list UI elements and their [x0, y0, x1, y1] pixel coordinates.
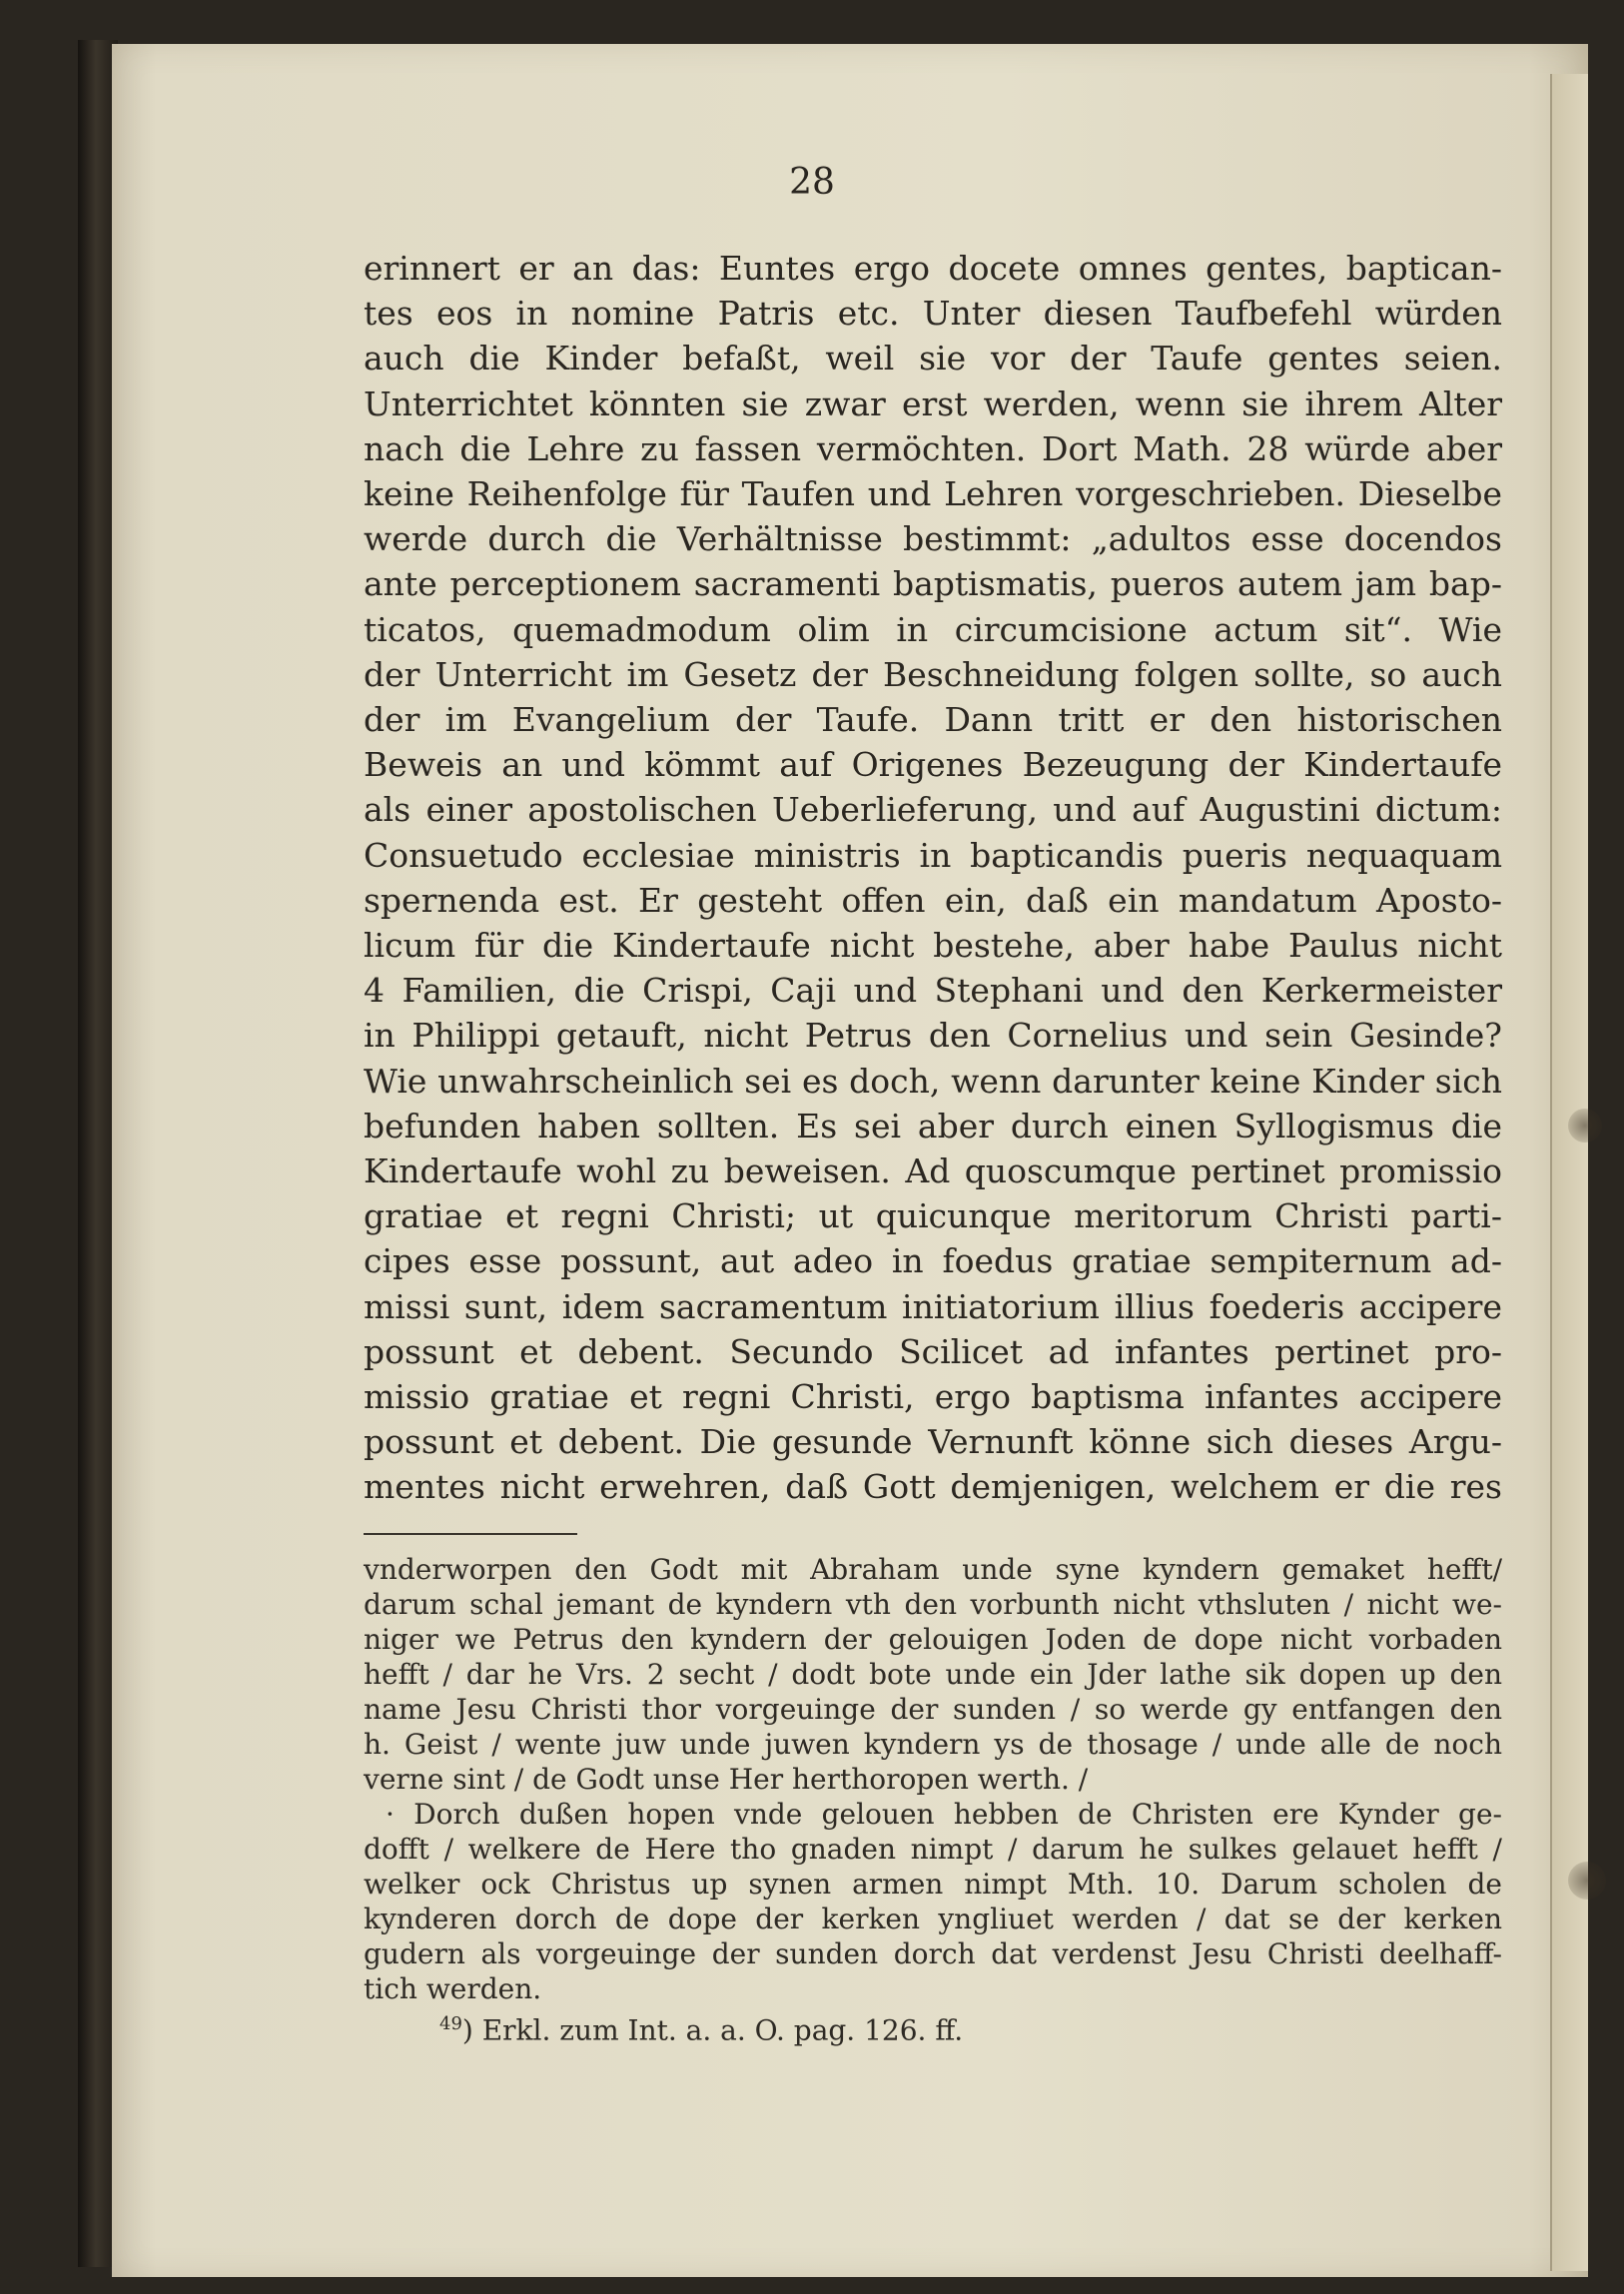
text-line: als einer apostolischen Ueberlieferung, und auf Augustini dictum: [364, 790, 1502, 830]
text-line: der im Evangelium der Taufe. Dann tritt er den historischen [364, 700, 1502, 740]
footnote-number: 49 [439, 2013, 462, 2034]
footnote-line: h. Geist / wente juw unde juwen kyndern ys de thosage / unde alle de noch [364, 1728, 1502, 1761]
text-line: licum für die Kindertaufe nicht bestehe, aber habe Paulus nicht [364, 926, 1502, 966]
page-number: 28 [789, 162, 835, 203]
text-line: der Unterricht im Gesetz der Beschneidung folgen sollte, so auch [364, 654, 1502, 694]
footnote-line: vnderworpen den Godt mit Abraham unde syne kyndern gemaket hefft/ [364, 1553, 1502, 1586]
text-line: mentes nicht erwehren, daß Gott demjenigen, welchem er die res [364, 1467, 1502, 1507]
footnote-line: verne sint / de Godt unse Her herthoropen werth. / [364, 1763, 1089, 1796]
text-line: missio gratiae et regni Christi, ergo baptisma infantes accipere [364, 1377, 1502, 1417]
ink-stain [1568, 1109, 1602, 1143]
text-line: Beweis an und kömmt auf Origenes Bezeugung der Kindertaufe [364, 745, 1502, 785]
text-line: spernenda est. Er gesteht offen ein, daß ein mandatum Aposto- [364, 880, 1502, 920]
footnote-line: niger we Petrus den kyndern der gelouigen Joden de dope nicht vorbaden [364, 1623, 1502, 1656]
footnote-line: tich werden. [364, 1972, 542, 2005]
text-line: possunt et debent. Die gesunde Vernunft könne sich dieses Argu- [364, 1422, 1502, 1462]
footnote-line: kynderen dorch de dope der kerken yngliuet werden / dat se der kerken [364, 1903, 1502, 1935]
text-line: ticatos, quemadmodum olim in circumcisione actum sit“. Wie [364, 609, 1502, 649]
text-line: Consuetudo ecclesiae ministris in bapticandis pueris nequaquam [364, 835, 1502, 875]
text-line: ante perceptionem sacramenti baptismatis, pueros autem jam bap- [364, 564, 1502, 604]
text-line: tes eos in nomine Patris etc. Unter diesen Taufbefehl würden [364, 294, 1502, 334]
footnote-reference [364, 2006, 1502, 2047]
text-line: keine Reihenfolge für Taufen und Lehren vorgeschrieben. Dieselbe [364, 474, 1502, 514]
text-line: Unterrichtet könnten sie zwar erst werden, wenn sie ihrem Alter [364, 383, 1502, 423]
text-line: erinnert er an das: Euntes ergo docete omnes gentes, baptican- [364, 249, 1502, 288]
text-line: missi sunt, idem sacramentum initiatorium illius foederis accipere [364, 1286, 1502, 1326]
footnote-reference-text: ) Erkl. zum Int. a. a. O. pag. 126. ff. [461, 2013, 964, 2047]
text-line: Wie unwahrscheinlich sei es doch, wenn darunter keine Kinder sich [364, 1061, 1502, 1101]
text-line: befunden haben sollten. Es sei aber durch einen Syllogismus die [364, 1106, 1502, 1146]
text-line: werde durch die Verhältnisse bestimmt: „adultos esse docendos [364, 519, 1502, 559]
footnote-line: hefft / dar he Vrs. 2 secht / dodt bote unde ein Jder lathe sik dopen up den [364, 1658, 1502, 1691]
text-line: 4 Familien, die Crispi, Caji und Stephani und den Kerkermeister [364, 971, 1502, 1011]
page-edge [1550, 74, 1588, 2271]
text-line: gratiae et regni Christi; ut quicunque meritorum Christi parti- [364, 1196, 1502, 1236]
footnote-line: name Jesu Christi thor vorgeuinge der sunden / so werde gy entfangen den [364, 1693, 1502, 1726]
footnotes [364, 1552, 1502, 2047]
main-text [364, 246, 1502, 1510]
footnote-line: darum schal jemant de kyndern vth den vorbunth nicht vthsluten / nicht we- [364, 1588, 1502, 1621]
footnote-rule [364, 1533, 577, 1535]
footnote-line: · Dorch dußen hopen vnde gelouen hebben de Christen ere Kynder ge- [386, 1798, 1502, 1831]
footnote-line: gudern als vorgeuinge der sunden dorch dat verdenst Jesu Christi deelhaff- [364, 1937, 1502, 1970]
text-line: nach die Lehre zu fassen vermöchten. Dort Math. 28 würde aber [364, 428, 1502, 468]
footnote-line: welker ock Christus up synen armen nimpt Mth. 10. Darum scholen de [364, 1868, 1502, 1901]
text-line: Kindertaufe wohl zu beweisen. Ad quoscumque pertinet promissio [364, 1151, 1502, 1191]
ink-stain [1568, 1862, 1606, 1900]
text-line: possunt et debent. Secundo Scilicet ad infantes pertinet pro- [364, 1331, 1502, 1371]
text-line: auch die Kinder befaßt, weil sie vor der Taufe gentes seien. [364, 339, 1502, 379]
text-line: cipes esse possunt, aut adeo in foedus gratiae sempiternum ad- [364, 1241, 1502, 1281]
footnote-line: dofft / welkere de Here tho gnaden nimpt / darum he sulkes gelauet hefft / [364, 1833, 1502, 1866]
text-line: in Philippi getauft, nicht Petrus den Cornelius und sein Gesinde? [364, 1016, 1502, 1056]
